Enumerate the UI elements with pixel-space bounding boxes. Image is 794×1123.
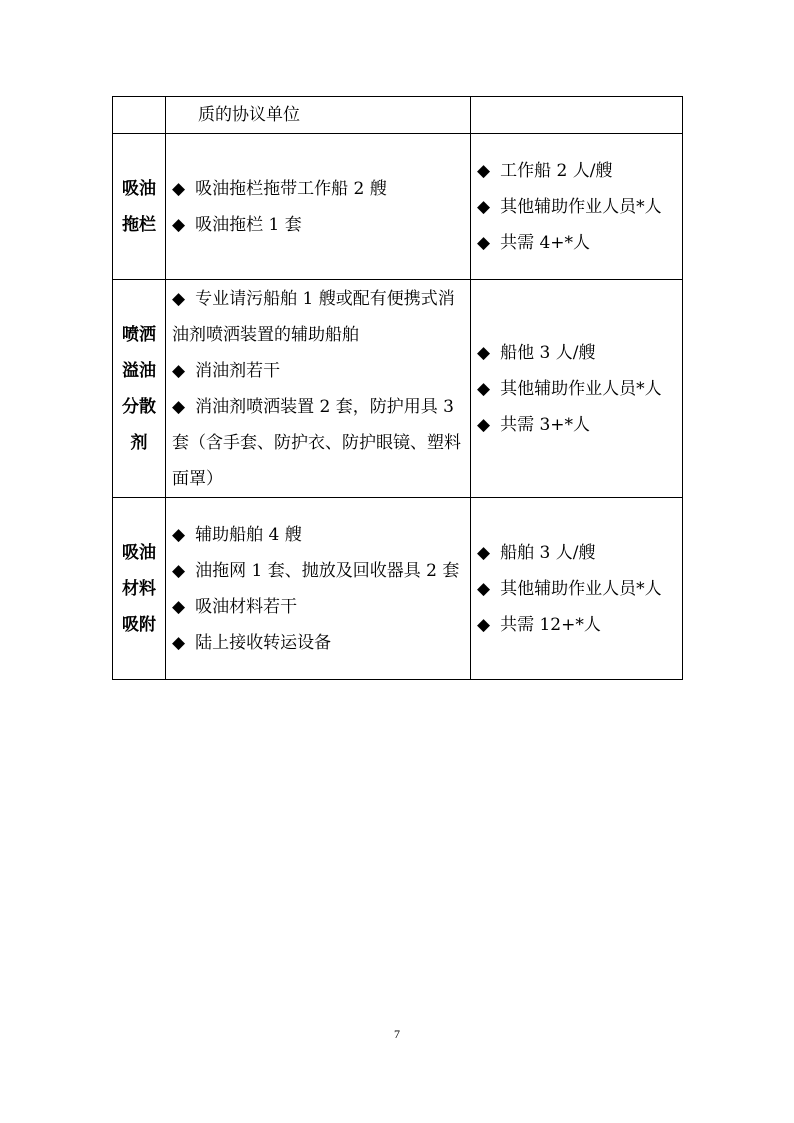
equipment-item-text: 油拖网 1 套、抛放及回收器具 2 套 (195, 560, 460, 581)
diamond-bullet-icon: ◆ (172, 524, 186, 545)
list-item (477, 335, 676, 371)
personnel-item-text: 共需 3+*人 (500, 414, 591, 435)
row-label-cell (113, 97, 166, 134)
equipment-continuation: 质的协议单位 (198, 105, 300, 125)
table-row (113, 498, 683, 680)
diamond-bullet-icon: ◆ (172, 396, 186, 417)
diamond-bullet-icon: ◆ (172, 288, 186, 309)
list-item (477, 407, 676, 443)
diamond-bullet-icon: ◆ (477, 196, 491, 217)
list-item (172, 207, 464, 243)
row-label-line: 剂 (130, 432, 148, 453)
list-item (172, 589, 464, 625)
list-item (172, 517, 464, 553)
row-label-line: 吸油 (122, 542, 156, 563)
list-item (172, 171, 464, 207)
personnel-item-text: 其他辅助作业人员*人 (500, 378, 662, 399)
row-label-line: 分散 (122, 396, 156, 417)
diamond-bullet-icon: ◆ (172, 632, 186, 653)
diamond-bullet-icon: ◆ (477, 578, 491, 599)
diamond-bullet-icon: ◆ (172, 596, 186, 617)
diamond-bullet-icon: ◆ (477, 342, 491, 363)
row-label-line: 吸附 (122, 614, 156, 635)
table-row (113, 134, 683, 280)
list-item (477, 225, 676, 261)
personnel-cell (471, 280, 683, 498)
list-item (477, 607, 676, 643)
page-number: 7 (394, 1027, 400, 1041)
personnel-item-text: 共需 4+*人 (500, 232, 591, 253)
list-item (172, 553, 464, 589)
row-label-line: 喷洒 (122, 324, 156, 345)
diamond-bullet-icon: ◆ (477, 414, 491, 435)
diamond-bullet-icon: ◆ (172, 214, 186, 235)
list-item (172, 281, 464, 353)
equipment-cell (166, 134, 471, 280)
diamond-bullet-icon: ◆ (477, 542, 491, 563)
personnel-item-text: 其他辅助作业人员*人 (500, 578, 662, 599)
equipment-item-text: 吸油拖栏拖带工作船 2 艘 (195, 178, 387, 199)
diamond-bullet-icon: ◆ (172, 560, 186, 581)
list-item (477, 535, 676, 571)
personnel-cell (471, 97, 683, 134)
row-label-cell (113, 280, 166, 498)
personnel-cell (471, 134, 683, 280)
row-label-cell (113, 134, 166, 280)
row-label-line: 拖栏 (122, 214, 156, 235)
row-label-line: 溢油 (122, 360, 156, 381)
equipment-item-text: 专业请污船舶 1 艘或配有便携式消油剂喷洒装置的辅助船舶 (172, 288, 455, 345)
list-item (477, 189, 676, 225)
personnel-item-text: 船舶 3 人/艘 (500, 542, 596, 563)
row-label-line: 吸油 (122, 178, 156, 199)
list-item (477, 153, 676, 189)
diamond-bullet-icon: ◆ (172, 360, 186, 381)
equipment-cell (166, 280, 471, 498)
diamond-bullet-icon: ◆ (477, 232, 491, 253)
resource-table (112, 96, 683, 680)
personnel-item-text: 船他 3 人/艘 (500, 342, 596, 363)
list-item (477, 371, 676, 407)
equipment-cell (166, 498, 471, 680)
list-item (477, 571, 676, 607)
diamond-bullet-icon: ◆ (477, 614, 491, 635)
equipment-item-text: 消油剂喷洒装置 2 套，防护用具 3 套（含手套、防护衣、防护眼镜、塑料面罩） (172, 396, 461, 489)
diamond-bullet-icon: ◆ (477, 378, 491, 399)
list-item (172, 353, 464, 389)
personnel-cell (471, 498, 683, 680)
equipment-cell (166, 97, 471, 134)
equipment-item-text: 陆上接收转运设备 (195, 632, 332, 653)
personnel-item-text: 工作船 2 人/艘 (500, 160, 613, 181)
table-row (113, 280, 683, 498)
diamond-bullet-icon: ◆ (477, 160, 491, 181)
row-label-line: 材料 (122, 578, 156, 599)
personnel-item-text: 其他辅助作业人员*人 (500, 196, 662, 217)
equipment-item-text: 吸油拖栏 1 套 (195, 214, 302, 235)
equipment-item-text: 辅助船舶 4 艘 (195, 524, 302, 545)
personnel-item-text: 共需 12+*人 (500, 614, 601, 635)
list-item (172, 389, 464, 497)
equipment-item-text: 消油剂若干 (195, 360, 281, 381)
table-row (113, 97, 683, 134)
equipment-item-text: 吸油材料若干 (195, 596, 298, 617)
list-item (172, 625, 464, 661)
diamond-bullet-icon: ◆ (172, 178, 186, 199)
row-label-cell (113, 498, 166, 680)
